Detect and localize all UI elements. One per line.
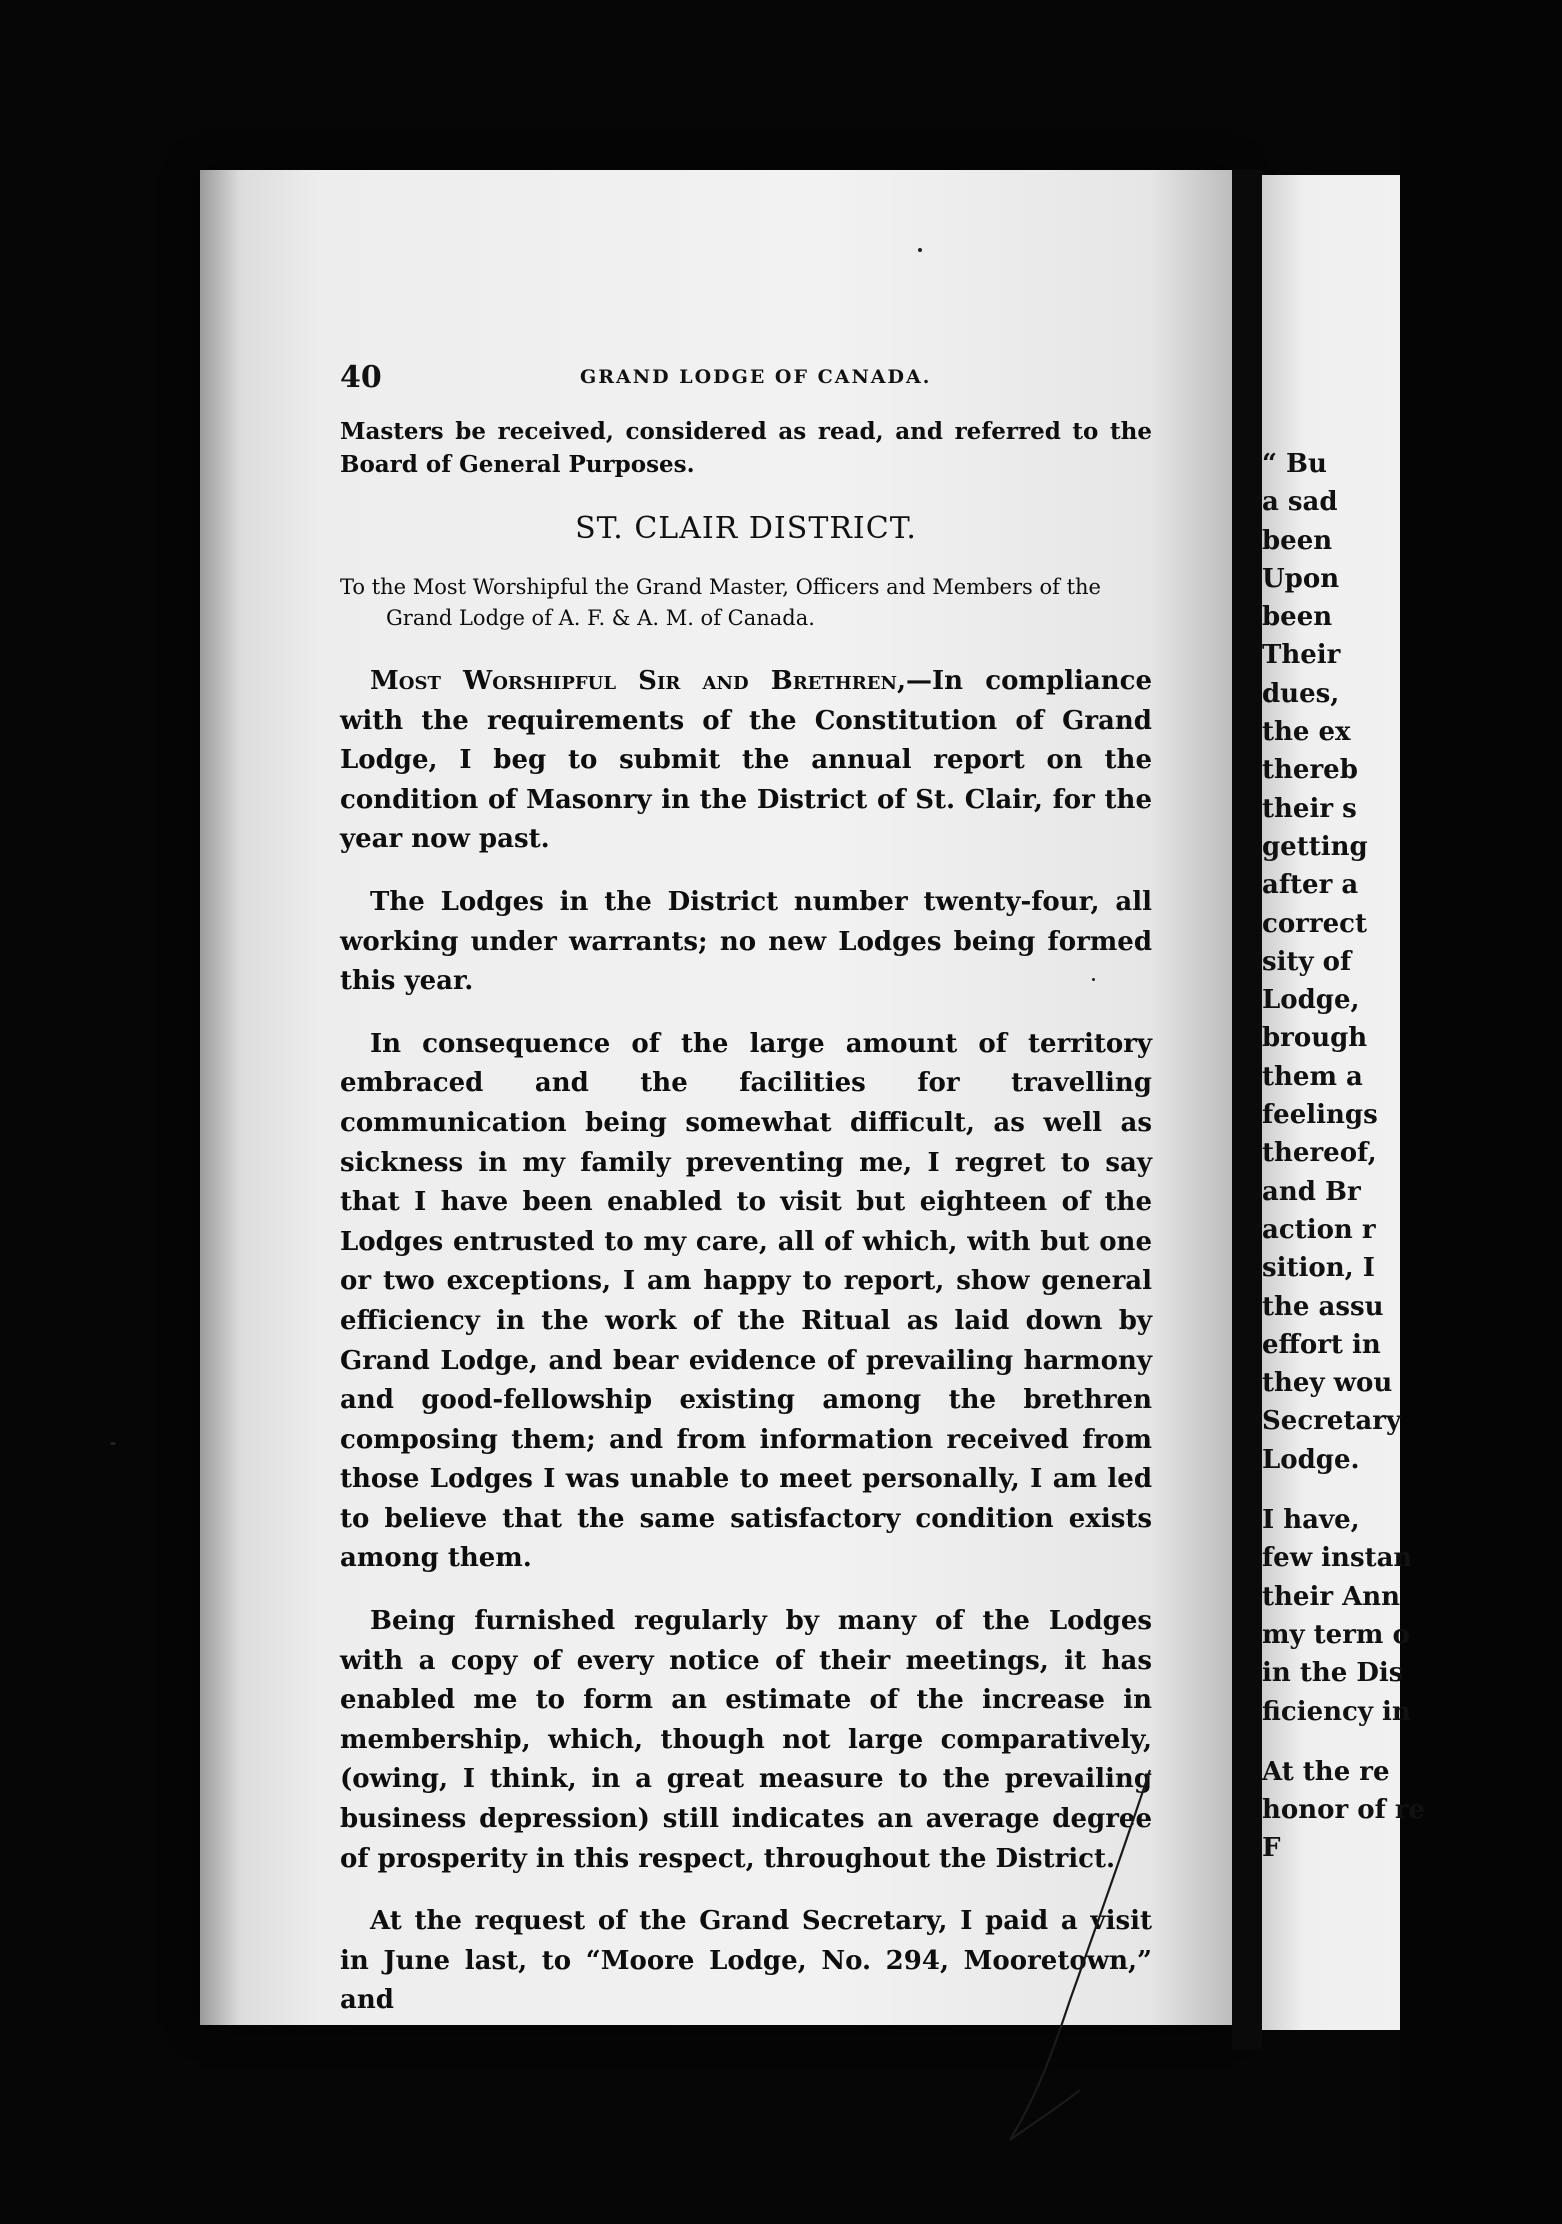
facing-line: the assu — [1262, 1291, 1384, 1322]
facing-block-b — [1262, 1501, 1562, 1731]
facing-line: F — [1262, 1833, 1281, 1864]
facing-line: I have, — [1262, 1505, 1360, 1536]
paragraph-1-body: —In compliance with the requirements of the Constitution of Grand Lodge, I beg to submit the annual report on the condition of Masonry in the District of St. Clair, for the year now past. — [340, 666, 1153, 855]
paragraph-3: In consequence of the large amount of territory embraced and the facilities for travelling communication being somewhat difficult, as well as sickness in my family preventing me, I regret to say that I have been enabled to visit but eighteen of the Lodges entrusted to my care, all of which, with but one or two exceptions, I am happy to report, show general efficiency in the work of the Ritual as laid down by Grand Lodge, and bear evidence of prevailing harmony and good-fellowship existing among the brethren composing them; and from information received from those Lodges I was unable to meet personally, I am led to believe that the same satisfactory condition exists among them. — [340, 1028, 1152, 1574]
paragraph-5: At the request of the Grand Secretary, I paid a visit in June last, to “Moore Lodge, No. 294, Mooretown,” and — [340, 1906, 1152, 2016]
facing-line: their s — [1262, 793, 1357, 824]
paragraph-2: The Lodges in the District number twenty-four, all working under warrants; no new Lodges being formed this year. — [340, 886, 1152, 997]
page-gutter — [1232, 170, 1262, 2050]
facing-line: after a — [1262, 870, 1359, 901]
pen-stroke-mark — [1000, 1770, 1160, 2150]
facing-line: ficiency in — [1262, 1696, 1411, 1727]
facing-line: their Ann — [1262, 1581, 1401, 1612]
facing-line: brough — [1262, 1023, 1368, 1054]
facing-line: sity of — [1262, 946, 1352, 977]
ink-speck — [918, 248, 922, 252]
facing-page — [1262, 175, 1426, 2030]
facing-line: honor of re — [1262, 1795, 1426, 1826]
facing-line: Secretary — [1262, 1406, 1402, 1437]
facing-line: thereof, — [1262, 1138, 1377, 1169]
section-title: ST. CLAIR DISTRICT. — [575, 511, 917, 546]
paragraph-4: Being furnished regularly by many of the Lodges with a copy of every notice of their meetings, it has enabled me to form an estimate of the increase in membership, which, though not large comparatively, (owing, I think, in a great measure to the prevailing business depression) still indicates an average degree of prosperity in this respect, throughout the District. — [340, 1606, 1152, 1874]
facing-line: “ Bu — [1262, 449, 1327, 479]
facing-line: correct — [1262, 908, 1367, 939]
facing-line: the ex — [1262, 717, 1351, 748]
facing-line: been — [1262, 602, 1333, 633]
facing-line: Their — [1262, 640, 1341, 671]
facing-line: Lodge. — [1262, 1444, 1360, 1475]
facing-line: getting — [1262, 831, 1368, 862]
facing-line: few instan — [1262, 1543, 1413, 1574]
facing-page-text — [1262, 445, 1562, 1868]
facing-block-a — [1262, 445, 1562, 1479]
facing-line: effort in — [1262, 1329, 1381, 1360]
page-content — [200, 170, 1232, 2025]
facing-line: them a — [1262, 1061, 1363, 1092]
facing-line: and Br — [1262, 1176, 1361, 1207]
facing-line: a sad — [1262, 487, 1338, 518]
facing-line: sition, I — [1262, 1253, 1375, 1284]
facing-line: thereb — [1262, 755, 1358, 786]
page-number: 40 — [340, 360, 382, 395]
ink-speck — [110, 1442, 116, 1445]
ink-speck — [1092, 978, 1095, 981]
running-head — [340, 360, 1200, 400]
lead-paragraph: Masters be received, considered as read, and referred to the Board of General Purposes. — [340, 418, 1152, 478]
facing-line: been — [1262, 525, 1333, 556]
facing-line: action r — [1262, 1214, 1376, 1245]
facing-line: At the re — [1262, 1756, 1390, 1787]
paragraph-1 — [340, 662, 1152, 860]
facing-line: Lodge, — [1262, 985, 1360, 1016]
facing-line: in the Dis — [1262, 1658, 1404, 1689]
salutation: Most Worshipful Sir and Brethren, — [370, 666, 906, 696]
address-line: To the Most Worshipful the Grand Master, Officers and Members of the Grand Lodge of A. F. & A. M. of Canada. — [340, 575, 1101, 630]
facing-line: dues, — [1262, 678, 1340, 709]
facing-line: Upon — [1262, 563, 1340, 594]
facing-block-c — [1262, 1753, 1562, 1868]
facing-line: my term o — [1262, 1619, 1410, 1650]
facing-line: feelings — [1262, 1100, 1378, 1131]
page-header-title: GRAND LODGE OF CANADA. — [580, 366, 932, 388]
facing-line: they wou — [1262, 1368, 1393, 1399]
